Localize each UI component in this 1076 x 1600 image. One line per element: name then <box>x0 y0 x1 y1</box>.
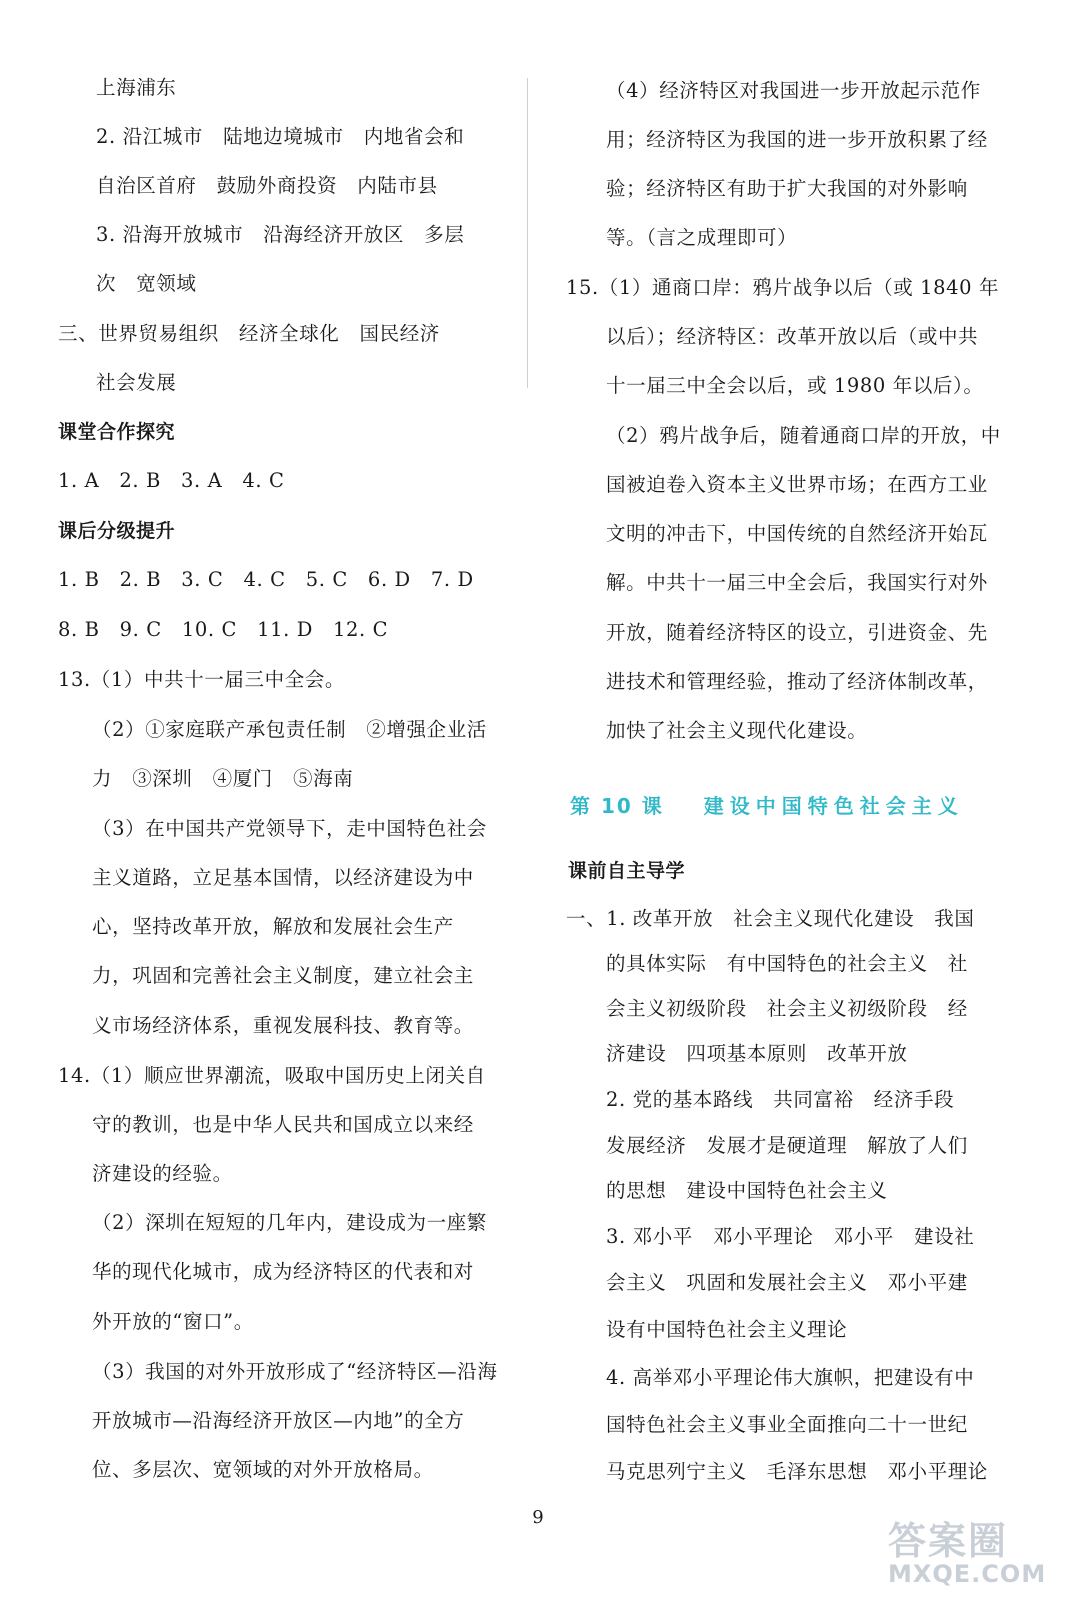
answer-line: 发展经济 发展才是硬道理 解放了人们 <box>606 1134 968 1157</box>
answer-line: 3. 邓小平 邓小平理论 邓小平 建设社 <box>606 1225 975 1248</box>
answer-line: 马克思列宁主义 毛泽东思想 邓小平理论 <box>606 1460 988 1483</box>
page-number: 9 <box>532 1507 544 1528</box>
answer-line: （2）鸦片战争后，随着通商口岸的开放，中 <box>606 424 1001 447</box>
answer-line: 国特色社会主义事业全面推向二十一世纪 <box>606 1413 968 1436</box>
answer-line: 设有中国特色社会主义理论 <box>606 1318 848 1341</box>
answer-line: 2. 沿江城市 陆地边境城市 内地省会和 <box>96 125 465 148</box>
answer-line: 济建设的经验。 <box>92 1162 233 1185</box>
answer-line: 的思想 建设中国特色社会主义 <box>606 1179 888 1202</box>
answer-line: 国被迫卷入资本主义世界市场；在西方工业 <box>606 473 988 496</box>
answer-line: （2）①家庭联产承包责任制 ②增强企业活 <box>92 718 487 741</box>
section-marker-line: 三、世界贸易组织 经济全球化 国民经济 <box>58 322 440 345</box>
answer-line: 力 ③深圳 ④厦门 ⑤海南 <box>92 767 354 790</box>
answer-line: 验；经济特区有助于扩大我国的对外影响 <box>606 177 968 200</box>
answer-line: 2. 党的基本路线 共同富裕 经济手段 <box>606 1088 955 1111</box>
answer-line: 心，坚持改革开放，解放和发展社会生产 <box>92 915 454 938</box>
answer-line: 以后）；经济特区：改革开放以后（或中共 <box>606 325 979 348</box>
answer-line: 外开放的“窗口”。 <box>92 1310 254 1333</box>
answer-line: 会主义 巩固和发展社会主义 邓小平建 <box>606 1271 968 1294</box>
answer-line: 十一届三中全会以后，或 1980 年以后）。 <box>606 374 984 397</box>
answer-line: 的具体实际 有中国特色的社会主义 社 <box>606 952 968 975</box>
section-heading-pre-class: 课前自主导学 <box>568 860 686 882</box>
answer-line: 社会发展 <box>96 371 177 394</box>
answer-line: （2）深圳在短短的几年内，建设成为一座繁 <box>92 1211 487 1234</box>
answer-line: 开放城市—沿海经济开放区—内地”的全方 <box>92 1409 465 1432</box>
answer-line: 守的教训，也是中华人民共和国成立以来经 <box>92 1113 474 1136</box>
lesson-heading <box>570 790 964 819</box>
answer-line: 力，巩固和完善社会主义制度，建立社会主 <box>92 964 474 987</box>
answer-line: 1. A 2. B 3. A 4. C <box>58 469 285 492</box>
answer-line: 3. 沿海开放城市 沿海经济开放区 多层 <box>96 223 465 246</box>
answer-line: 等。（言之成理即可） <box>606 226 798 249</box>
answer-line: 次 宽领域 <box>96 272 197 295</box>
lesson-number: 第 10 课 <box>570 794 664 818</box>
column-divider <box>527 78 528 388</box>
answer-line: 自治区首府 鼓励外商投资 内陆市县 <box>96 174 438 197</box>
answer-line: （3）在中国共产党领导下，走中国特色社会 <box>92 817 487 840</box>
watermark <box>888 1510 1068 1594</box>
section-marker-line: 一、1. 改革开放 社会主义现代化建设 我国 <box>566 907 975 930</box>
answer-line: 会主义初级阶段 社会主义初级阶段 经 <box>606 997 968 1020</box>
question-line: 15.（1）通商口岸：鸦片战争以后（或 1840 年 <box>566 276 1000 299</box>
answer-line: 主义道路，立足基本国情，以经济建设为中 <box>92 866 474 889</box>
watermark-url: MXQE.COM <box>888 1560 1047 1588</box>
answer-line: 文明的冲击下，中国传统的自然经济开始瓦 <box>606 522 988 545</box>
answer-line: 用；经济特区为我国的进一步开放积累了经 <box>606 128 988 151</box>
lesson-title: 建设中国特色社会主义 <box>703 794 964 818</box>
answer-line: 加快了社会主义现代化建设。 <box>606 719 868 742</box>
answer-line: 华的现代化城市，成为经济特区的代表和对 <box>92 1260 474 1283</box>
answer-line: 8. B 9. C 10. C 11. D 12. C <box>58 618 389 641</box>
answer-line: 上海浦东 <box>96 76 177 99</box>
watermark-logo: 答案圈 <box>888 1519 1009 1563</box>
question-line: 14.（1）顺应世界潮流，吸取中国历史上闭关自 <box>58 1064 486 1087</box>
answer-line: （3）我国的对外开放形成了“经济特区—沿海 <box>92 1360 498 1383</box>
answer-line: 1. B 2. B 3. C 4. C 5. C 6. D 7. D <box>58 568 474 591</box>
question-line: 13.（1）中共十一届三中全会。 <box>58 668 346 691</box>
section-heading-after-class: 课后分级提升 <box>58 520 176 542</box>
answer-line: 位、多层次、宽领域的对外开放格局。 <box>92 1458 434 1481</box>
answer-line: （4）经济特区对我国进一步开放起示范作 <box>606 79 981 102</box>
answer-line: 解。中共十一届三中全会后，我国实行对外 <box>606 571 988 594</box>
section-heading-class-inquiry: 课堂合作探究 <box>58 421 176 443</box>
answer-line: 4. 高举邓小平理论伟大旗帜，把建设有中 <box>606 1366 975 1389</box>
answer-line: 进技术和管理经验，推动了经济体制改革， <box>606 670 988 693</box>
answer-line: 开放，随着经济特区的设立，引进资金、先 <box>606 621 988 644</box>
answer-line: 义市场经济体系，重视发展科技、教育等。 <box>92 1014 474 1037</box>
answer-line: 济建设 四项基本原则 改革开放 <box>606 1042 908 1065</box>
